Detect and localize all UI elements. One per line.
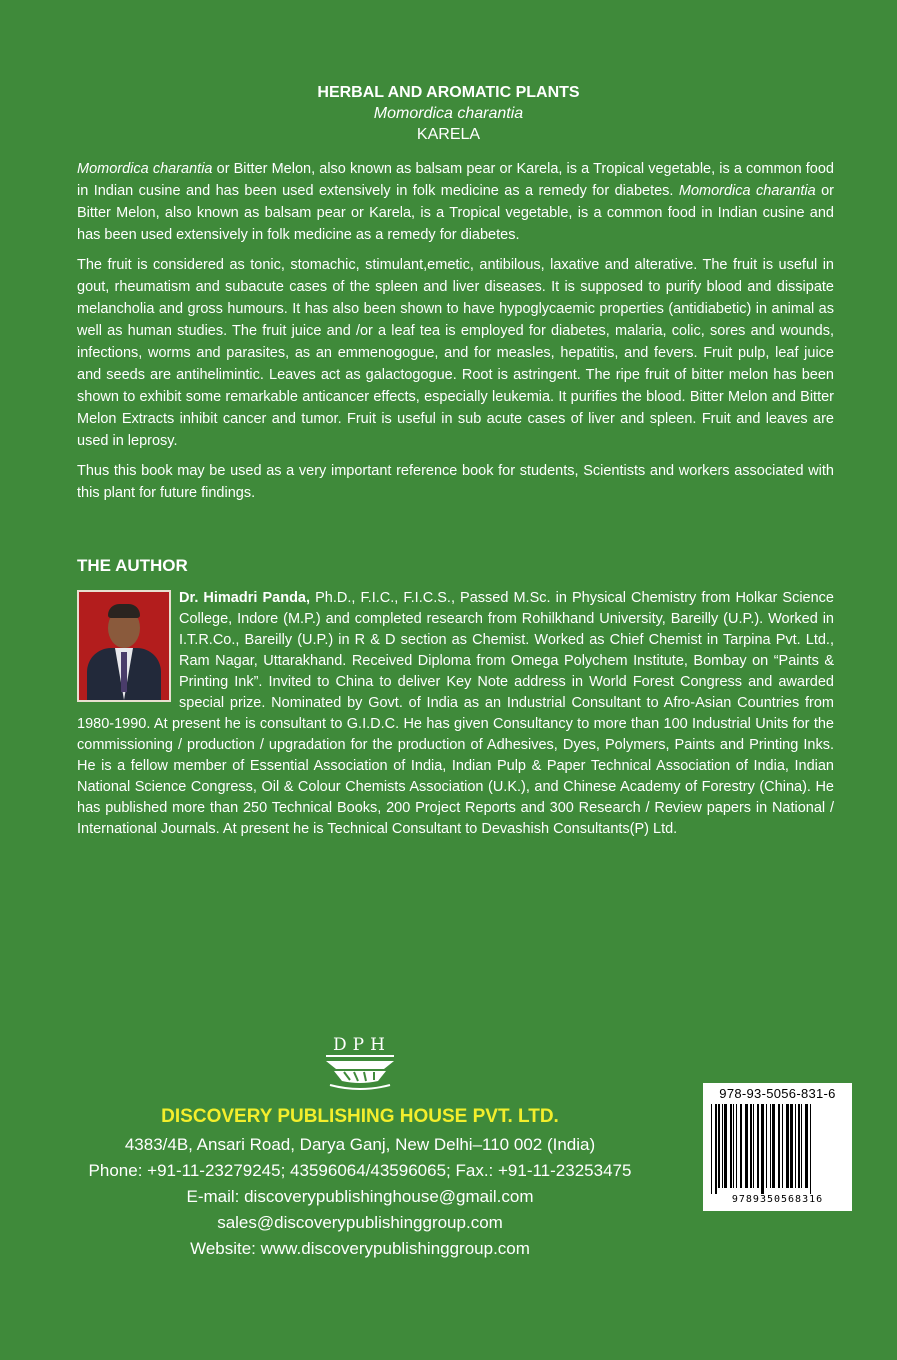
- author-name: Dr. Himadri Panda,: [179, 590, 311, 606]
- cover-header: [0, 82, 897, 145]
- publisher-phone: Phone: +91-11-23279245; 43596064/43596065; Fax.: +91-11-23253475: [88, 1161, 632, 1180]
- isbn-barcode: [703, 1083, 852, 1211]
- description-paragraph-3: Thus this book may be used as a very important reference book for students, Scientists and workers associated with this plant for future findings.: [77, 463, 834, 501]
- plant-latin-name: Momordica charantia: [373, 105, 524, 122]
- latin-name-inline: Momordica charantia: [77, 161, 213, 177]
- author-heading: THE AUTHOR: [77, 556, 188, 575]
- barcode-icon: [709, 1104, 846, 1194]
- book-icon: [324, 1059, 396, 1095]
- publisher-logo: [324, 1036, 396, 1096]
- description-text: or Bitter Melon, also known as balsam pear or Karela, is a Tropical vegetable, is a common food in Indian cusine and has been used extensively in folk medicine as a remedy for diabetes.: [77, 161, 834, 199]
- publisher-website: Website: www.discoverypublishinggroup.com: [190, 1239, 530, 1258]
- description-text: or Bitter Melon, also known as balsam pear or Karela, is a Tropical vegetable, is a common food in Indian cusine and has been used extensively in folk medicine as a remedy for diabetes.: [77, 183, 834, 243]
- publisher-block: [40, 1036, 680, 1262]
- publisher-name: DISCOVERY PUBLISHING HOUSE PVT. LTD.: [161, 1106, 559, 1127]
- plant-common-name: KARELA: [416, 126, 481, 143]
- author-bio-text: Ph.D., F.I.C., F.I.C.S., Passed M.Sc. in Physical Chemistry from Holkar Science College, Indore (M.P.) and completed research from Rohilkhand University, Bareilly (U.P.). Worked in I.T.R.Co., Bareilly (U.P.) in R & D section as Chemist. Worked as Chief Chemist in Tarpina Pvt. Ltd., Ram Nagar, Uttarakhand. Received Diploma from Omega Polychem Institute, Bombay on “Paints & Printing Ink”. Invited to China to deliver Key Note address in World Forest Congress and awarded special prize. Nominated by Govt. of India as an Industrial Consultant to Afro-Asian Countries from 1980-1990. At present he is consultant to G.I.D.C. He has given Consultancy to more than 100 Industrial Units for the commissioning / production / upgradation for the production of Adhesives, Dyes, Polymers, Paints and Printing Inks. He is a fellow member of Essential Association of India, Indian Pulp & Paper Technical Association of India, Indian National Science Congress, Oil & Colour Chemists Association (U.K.), and Chinese Academy of Forestry (China). He has published more than 250 Technical Books, 200 Project Reports and 300 Research / Review papers in National / International Journals. At present he is Technical Consultant to Devashish Consultants(P) Ltd.: [77, 590, 834, 837]
- book-description: [77, 158, 834, 512]
- publisher-address: 4383/4B, Ansari Road, Darya Ganj, New Delhi–110 002 (India): [124, 1135, 596, 1154]
- publisher-sales-email: sales@discoverypublishinggroup.com: [217, 1213, 503, 1232]
- isbn-digits: 9789350568316: [731, 1194, 824, 1205]
- description-paragraph-2: The fruit is considered as tonic, stomachic, stimulant,emetic, antibilous, laxative and alterative. The fruit is useful in gout, rheumatism and subacute cases of the spleen and liver diseases. It is supposed to purify blood and dissipate melancholia and gross humours. It has also been shown to have hypoglycaemic properties (antidiabetic) in animal as well as human studies. The fruit juice and /or a leaf tea is employed for diabetes, malaria, colic, sores and wounds, infections, worms and parasites, as an emmenogogue, and for measles, hepatitis, and fevers. Fruit pulp, leaf juice and seeds are antihelimintic. Leaves act as galactogogue. Root is astringent. The ripe fruit of bitter melon has been shown to exhibit some remarkable anticancer effects, especially leukemia. It purifies the blood. Bitter Melon and Bitter Melon Extracts inhibit cancer and tumor. Fruit is useful in sub acute cases of liver and spleen. Fruit and leaves are used in leprosy.: [77, 257, 834, 449]
- book-category-title: HERBAL AND AROMATIC PLANTS: [317, 84, 580, 101]
- author-bio: [77, 588, 834, 840]
- isbn-number: 978-93-5056-831-6: [719, 1086, 836, 1101]
- description-paragraph-1: [77, 158, 834, 246]
- publisher-logo-text: DPH: [333, 1035, 391, 1055]
- publisher-email: E-mail: discoverypublishinghouse@gmail.com: [186, 1187, 534, 1206]
- author-photo: [77, 590, 171, 702]
- latin-name-inline: Momordica charantia: [678, 183, 816, 199]
